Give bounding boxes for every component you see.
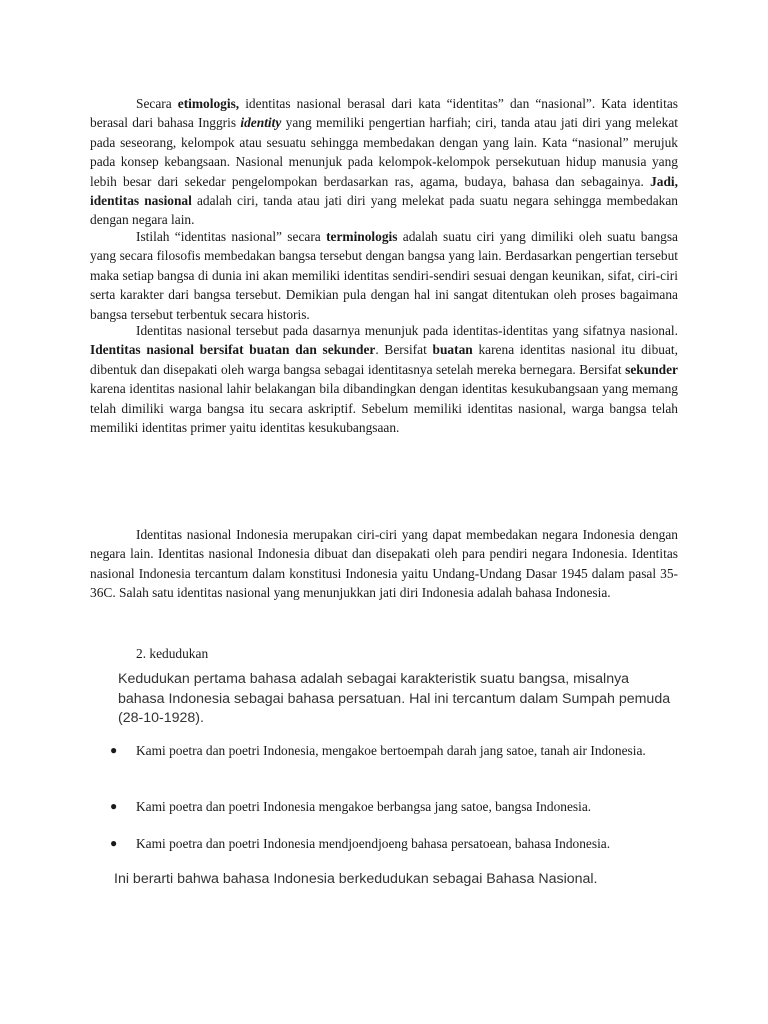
p1-bold-jadi: Jadi, identitas nasional [90,173,678,209]
p1-text-4: adalah ciri, tanda atau jati diri yang melekat pada suatu negara sehingga membedakan dengan negara lain. [90,193,678,228]
p3-text-2: . Bersifat [375,342,433,358]
p1-text-2: identitas nasional berasal dari kata “identitas” dan “nasional”. Kata identitas berasal dari bahasa Inggris [90,96,679,131]
p2-bold-terminologis: terminologis [326,229,398,244]
p3-text-3: karena identitas nasional itu dibuat, dibentuk dan disepakati oleh warga bangsa sebagai identitasnya setelah mereka bernegara. Bersifat [90,342,678,377]
kedudukan-closing: Ini berarti bahwa bahasa Indonesia berkedudukan sebagai Bahasa Nasional. [114,871,598,887]
paragraph-buatan-sekunder [90,321,678,437]
bullet-icon: ● [110,799,118,813]
p3-bold-bersifat: Identitas nasional bersifat buatan dan sekunder [90,342,376,358]
p1-bold-etimologis: etimologis, [177,96,240,111]
paragraph-identitas-indonesia [90,525,678,603]
bullet-icon: ● [110,743,118,757]
list-item [110,797,678,816]
p2-text-1: Istilah “identitas nasional” secara [136,229,327,244]
p1-bold-identity: identity [240,115,282,131]
p3-text-1: Identitas nasional tersebut pada dasarnya menunjuk pada identitas-identitas yang sifatnya nasional. [136,323,678,338]
p3-bold-buatan: buatan [432,342,473,358]
p1-text-3: yang memiliki pengertian harfiah; ciri, tanda atau jati diri yang melekat pada seseorang, kelompok atau sesuatu sehingga membedakan dengan yang lain. Kata “nasional” merujuk pada konsep kebangsaan. Nasional menunjuk pada kelompok-kelompok persekutuan hidup manusia yang lebih besar dari sekedar pengelompokan berdasarkan ras, agama, budaya, bahasa dan sebagainya. [90,115,678,189]
p4-text: Identitas nasional Indonesia merupakan ciri-ciri yang dapat membedakan negara Indonesia dengan negara lain. Identitas nasional Indonesia dibuat dan disepakati oleh para pendiri negara Indonesia. Identitas nasional Indonesia tercantum dalam konstitusi Indonesia yaitu Undang-Undang Dasar 1945 dalam pasal 35-36C. Salah satu identitas nasional yang menunjukkan jati diri Indonesia adalah bahasa Indonesia. [90,527,678,601]
list-item-text: Kami poetra dan poetri Indonesia mengakoe berbangsa jang satoe, bangsa Indonesia. [136,799,592,814]
p2-text-2: adalah suatu ciri yang dimiliki oleh suatu bangsa yang secara filosofis membedakan bangsa tersebut dengan bangsa yang lain. Berdasarkan pengertian tersebut maka setiap bangsa di dunia ini akan memiliki identitas sendiri-sendiri sesuai dengan keunikan, sifat, ciri-ciri serta karakter dari bangsa tersebut. Demikian pula dengan hal ini sangat ditentukan oleh proses bagaimana bangsa tersebut terbentuk secara historis. [90,229,678,322]
bullet-icon: ● [110,836,118,850]
list-item-text: Kami poetra dan poetri Indonesia, mengakoe bertoempah darah jang satoe, tanah air Indonesia. [136,743,646,758]
paragraph-etimologis [90,94,678,230]
paragraph-terminologis [90,227,678,324]
p1-text-1: Secara [136,96,178,111]
list-item [110,741,678,760]
kedudukan-intro: Kedudukan pertama bahasa adalah sebagai karakteristik suatu bangsa, misalnya bahasa Indonesia sebagai bahasa persatuan. Hal ini tercantum dalam Sumpah pemuda (28-10-1928). [118,671,671,727]
list-item-text: Kami poetra dan poetri Indonesia mendjoendjoeng bahasa persatoean, bahasa Indonesia. [136,836,611,851]
list-item [110,834,678,853]
p3-bold-sekunder: sekunder [625,361,678,377]
p3-text-4: karena identitas nasional lahir belakangan bila dibandingkan dengan identitas kesukubangsaan yang memang telah dimiliki warga bangsa itu secara askriptif. Sebelum memiliki identitas nasional, warga bangsa telah memiliki identitas primer yaitu identitas kesukubangsaan. [90,381,678,436]
section-heading-kedudukan: 2. kedudukan [136,646,209,661]
